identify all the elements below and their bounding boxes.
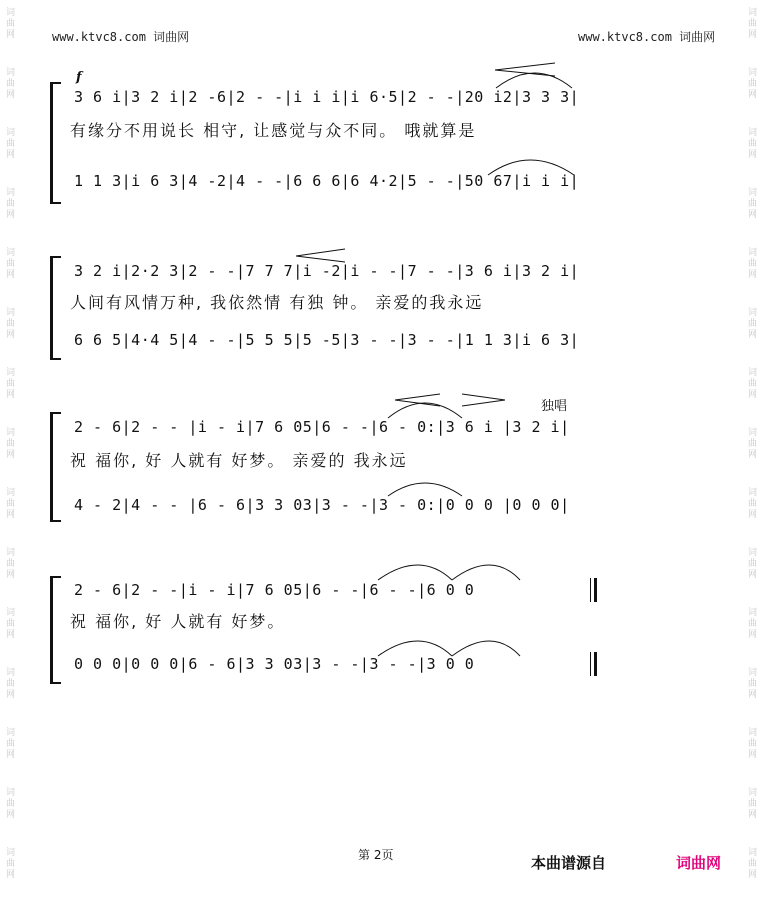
upper-voice-line-1: 3 6 i|3 2 i|2 -6|2 - -|i i i|i 6·5|2 - -|20 i2|3 3 3| xyxy=(74,88,580,106)
header-url-right: www.ktvc8.com 词曲网 xyxy=(578,30,716,44)
watermark-text: 词 曲 网 xyxy=(6,368,16,400)
hairpin-system3-b xyxy=(462,394,505,406)
watermark-text: 词 曲 网 xyxy=(6,728,16,760)
watermark-text: 词 曲 网 xyxy=(6,788,16,820)
lyric-line-4: 祝 福你, 好 人就有 好梦。 xyxy=(70,612,286,631)
solo-label: 独唱 xyxy=(541,399,568,414)
brand-link[interactable]: 词曲网 xyxy=(676,854,722,872)
watermark-text: 词 曲 网 xyxy=(6,608,16,640)
watermark-text: 词 曲 网 xyxy=(6,188,16,220)
header-url-left: www.ktvc8.com 词曲网 xyxy=(52,30,190,44)
watermark-text: 词 曲 网 xyxy=(6,428,16,460)
page-number: 第 2页 xyxy=(358,848,394,862)
slur-system1-lower xyxy=(488,160,574,175)
slur-system3-lower xyxy=(388,483,462,496)
slur-system1-upper xyxy=(496,73,572,88)
lower-voice-line-4: 0 0 0|0 0 0|6 - 6|3 3 03|3 - -|3 - -|3 0 0 xyxy=(74,655,475,673)
upper-voice-line-4: 2 - 6|2 - -|i - i|7 6 05|6 - -|6 - -|6 0 0 xyxy=(74,581,475,599)
watermark-text: 词 曲 网 xyxy=(6,308,16,340)
watermark-text: 词 曲 网 xyxy=(748,128,758,160)
watermark-text: 词 曲 网 xyxy=(748,308,758,340)
watermark-text: 词 曲 网 xyxy=(6,668,16,700)
watermark-text: 词 曲 网 xyxy=(748,188,758,220)
source-label: 本曲谱源自 xyxy=(531,854,607,872)
lower-voice-line-3: 4 - 2|4 - - |6 - 6|3 3 03|3 - -|3 - 0:|0 0 0 |0 0 0| xyxy=(74,496,570,514)
watermark-text: 词 曲 网 xyxy=(748,788,758,820)
slur-system4-lower-b xyxy=(452,641,520,656)
watermark-text: 词 曲 网 xyxy=(6,488,16,520)
watermark-text: 词 曲 网 xyxy=(748,428,758,460)
watermark-text: 词 曲 网 xyxy=(748,8,758,40)
watermark-text: 词 曲 网 xyxy=(748,668,758,700)
watermark-text: 词 曲 网 xyxy=(6,248,16,280)
dynamic-forte: f xyxy=(76,70,82,85)
watermark-text: 词 曲 网 xyxy=(6,548,16,580)
watermark-text: 词 曲 网 xyxy=(748,548,758,580)
lower-voice-line-2: 6 6 5|4·4 5|4 - -|5 5 5|5 -5|3 - -|3 - -|1 1 3|i 6 3| xyxy=(74,331,580,349)
lyric-line-1: 有缘分不用说长 相守, 让感觉与众不同。 哦就算是 xyxy=(70,121,477,140)
watermark-text: 词 曲 网 xyxy=(6,848,16,880)
slur-system3-upper xyxy=(388,403,462,418)
watermark-text: 词 曲 网 xyxy=(6,68,16,100)
watermark-text: 词 曲 网 xyxy=(6,128,16,160)
watermark-text: 词 曲 网 xyxy=(748,848,758,880)
watermark-text: 词 曲 网 xyxy=(748,368,758,400)
lyric-line-2: 人间有风情万种, 我依然情 有独 钟。 亲爱的我永远 xyxy=(70,293,484,312)
lower-voice-line-1: 1 1 3|i 6 3|4 -2|4 - -|6 6 6|6 4·2|5 - -|50 67|i i i| xyxy=(74,172,580,190)
watermark-text: 词 曲 网 xyxy=(748,248,758,280)
hairpin-system2 xyxy=(296,249,345,262)
watermark-text: 词 曲 网 xyxy=(748,68,758,100)
upper-voice-line-2: 3 2 i|2·2 3|2 - -|7 7 7|i -2|i - -|7 - -|3 6 i|3 2 i| xyxy=(74,262,580,280)
slur-system4-upper-a xyxy=(378,565,452,580)
slur-system4-lower-a xyxy=(378,641,452,656)
watermark-text: 词 曲 网 xyxy=(748,728,758,760)
lyric-line-3: 祝 福你, 好 人就有 好梦。 亲爱的 我永远 xyxy=(70,451,408,470)
watermark-text: 词 曲 网 xyxy=(748,608,758,640)
watermark-text: 词 曲 网 xyxy=(748,488,758,520)
slur-system4-upper-b xyxy=(452,565,520,580)
watermark-text: 词 曲 网 xyxy=(6,8,16,40)
upper-voice-line-3: 2 - 6|2 - - |i - i|7 6 05|6 - -|6 - 0:|3 6 i |3 2 i| xyxy=(74,418,570,436)
